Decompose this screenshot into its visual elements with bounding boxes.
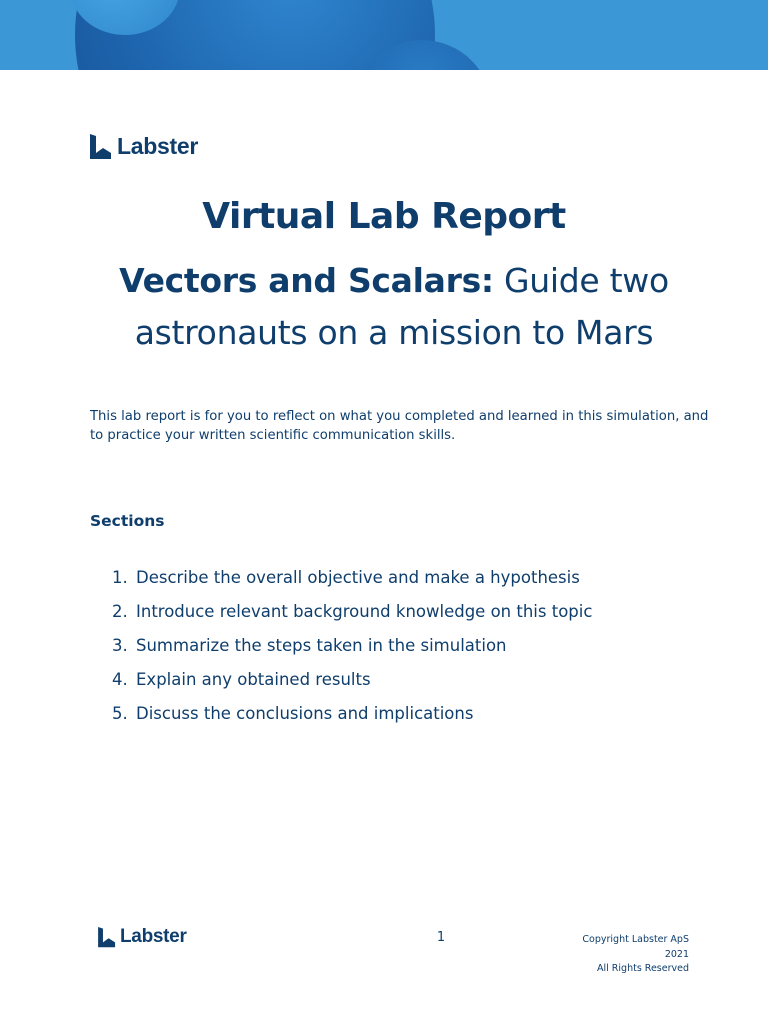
list-item-number: 2. — [112, 602, 128, 621]
subtitle-topic: Vectors and Scalars: — [119, 261, 494, 300]
list-item-label: Introduce relevant background knowledge on this topic — [136, 602, 593, 621]
subtitle-description-line1: Guide two — [493, 261, 669, 300]
list-item — [112, 600, 712, 634]
labster-logo — [90, 133, 198, 160]
labster-logo-text: Labster — [120, 926, 187, 947]
copyright-notice — [582, 933, 689, 977]
list-item-label: Discuss the conclusions and implications — [136, 704, 474, 723]
sections-list — [112, 566, 712, 736]
labster-logo-text: Labster — [117, 133, 198, 159]
header-banner — [0, 0, 768, 70]
list-item-number: 1. — [112, 568, 128, 587]
list-item-label: Summarize the steps taken in the simulation — [136, 636, 507, 655]
sections-heading: Sections — [90, 512, 165, 530]
page-title: Virtual Lab Report — [202, 196, 566, 237]
subtitle-description-line2: astronauts on a mission to Mars — [134, 313, 654, 352]
list-item — [112, 634, 712, 668]
intro-paragraph: This lab report is for you to reflect on what you completed and learned in this simulation, and to practice your written scientific communication skills. — [90, 409, 709, 443]
list-item-number: 5. — [112, 704, 128, 723]
footer-labster-logo — [98, 926, 187, 948]
page-subtitle — [60, 255, 728, 359]
list-item — [112, 668, 712, 702]
labster-logo-icon — [90, 134, 112, 160]
list-item-number: 4. — [112, 670, 128, 689]
list-item-label: Explain any obtained results — [136, 670, 371, 689]
copyright-year: 2021 — [664, 948, 689, 960]
list-item-label: Describe the overall objective and make a hypothesis — [136, 568, 580, 587]
list-item-number: 3. — [112, 636, 128, 655]
copyright-rights: All Rights Reserved — [597, 963, 689, 974]
labster-logo-icon — [98, 927, 116, 948]
copyright-line: Copyright Labster ApS — [582, 934, 689, 945]
page-number: 1 — [436, 930, 446, 945]
list-item — [112, 702, 712, 736]
list-item — [112, 566, 712, 600]
